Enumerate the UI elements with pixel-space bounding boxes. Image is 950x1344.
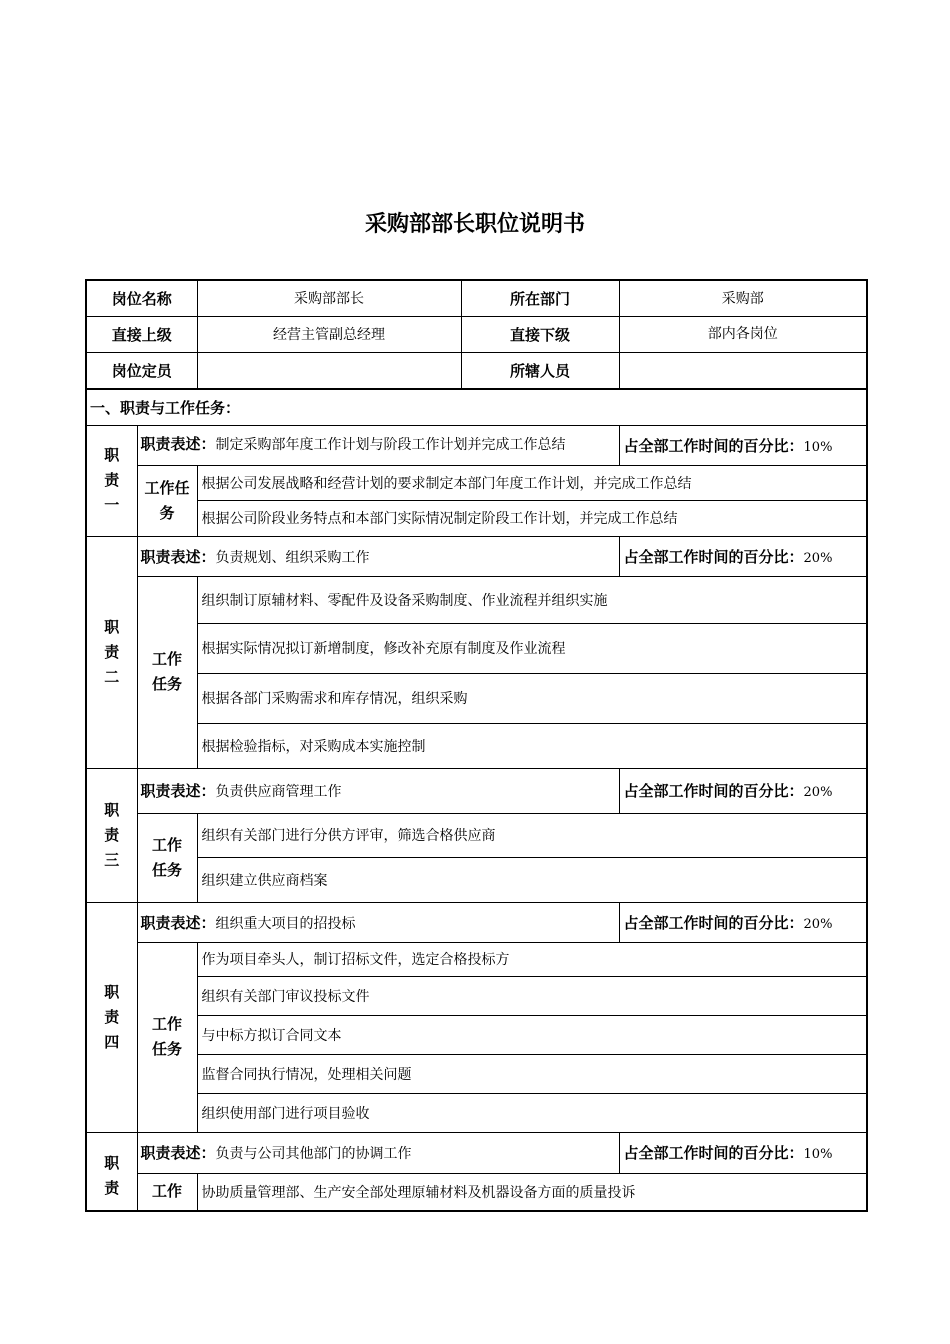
- duty-4-statement-row: [86, 902, 867, 942]
- duty-2-statement: 职责表述：负责规划、组织采购工作: [137, 536, 619, 576]
- duty-4-tasks-label: 工作 任务: [137, 942, 197, 1132]
- duty-2-task-1: 组织制订原辅材料、零配件及设备采购制度、作业流程并组织实施: [197, 576, 867, 623]
- duty-1-task-1: 根据公司发展战略和经营计划的要求制定本部门年度工作计划，并完成工作总结: [197, 465, 867, 500]
- headcount-value: [197, 352, 461, 389]
- superior-value: 经营主管副总经理: [197, 316, 461, 352]
- superior-label: 直接上级: [86, 316, 197, 352]
- duty-2-task-row: [86, 623, 867, 673]
- section-title-row: [86, 389, 867, 425]
- header-row-2: [86, 316, 867, 352]
- duty-2-percent: 占全部工作时间的百分比：20%: [619, 536, 867, 576]
- duty-2-task-row: [86, 576, 867, 623]
- job-description-table: [85, 279, 868, 1212]
- header-row-3: [86, 352, 867, 389]
- duty-4-task-row: [86, 1093, 867, 1132]
- duty-4-task-row: [86, 1054, 867, 1093]
- duty-3-percent: 占全部工作时间的百分比：20%: [619, 768, 867, 813]
- duty-2-task-3: 根据各部门采购需求和库存情况，组织采购: [197, 673, 867, 723]
- duty-2-name: 职 责 二: [86, 536, 137, 768]
- duty-1-task-2: 根据公司阶段业务特点和本部门实际情况制定阶段工作计划，并完成工作总结: [197, 500, 867, 536]
- duty-4-task-1: 作为项目牵头人，制订招标文件，选定合格投标方: [197, 942, 867, 976]
- duty-1-task-row: [86, 465, 867, 500]
- duty-4-task-3: 与中标方拟订合同文本: [197, 1015, 867, 1054]
- duty-5-statement: 职责表述：负责与公司其他部门的协调工作: [137, 1132, 619, 1173]
- duty-5-task-row: [86, 1173, 867, 1211]
- duty-2-task-4: 根据检验指标，对采购成本实施控制: [197, 723, 867, 768]
- duty-2-task-row: [86, 673, 867, 723]
- duty-2-task-2: 根据实际情况拟订新增制度，修改补充原有制度及作业流程: [197, 623, 867, 673]
- duty-3-tasks-label: 工作 任务: [137, 813, 197, 902]
- duty-5-statement-row: [86, 1132, 867, 1173]
- duty-1-tasks-label: 工作任 务: [137, 465, 197, 536]
- duty-4-name: 职 责 四: [86, 902, 137, 1132]
- duty-4-task-row: [86, 942, 867, 976]
- duty-5-name: 职 责: [86, 1132, 137, 1211]
- duty-3-statement-row: [86, 768, 867, 813]
- duty-1-percent: 占全部工作时间的百分比：10%: [619, 425, 867, 465]
- staff-value: [619, 352, 867, 389]
- subordinate-label: 直接下级: [461, 316, 619, 352]
- duty-5-tasks-label: 工作: [137, 1173, 197, 1211]
- duty-2-task-row: [86, 723, 867, 768]
- staff-label: 所辖人员: [461, 352, 619, 389]
- headcount-label: 岗位定员: [86, 352, 197, 389]
- duty-1-statement: 职责表述：制定采购部年度工作计划与阶段工作计划并完成工作总结: [137, 425, 619, 465]
- department-value: 采购部: [619, 280, 867, 316]
- page-title: 采购部部长职位说明书: [364, 212, 585, 237]
- duty-3-task-row: [86, 857, 867, 902]
- position-name-label: 岗位名称: [86, 280, 197, 316]
- duty-3-statement: 职责表述：负责供应商管理工作: [137, 768, 619, 813]
- duty-3-task-2: 组织建立供应商档案: [197, 857, 867, 902]
- duty-4-task-5: 组织使用部门进行项目验收: [197, 1093, 867, 1132]
- duty-5-percent: 占全部工作时间的百分比：10%: [619, 1132, 867, 1173]
- duty-4-statement: 职责表述：组织重大项目的招投标: [137, 902, 619, 942]
- duty-2-tasks-label: 工作 任务: [137, 576, 197, 768]
- department-label: 所在部门: [461, 280, 619, 316]
- duty-1-name: 职 责 一: [86, 425, 137, 536]
- duty-2-statement-row: [86, 536, 867, 576]
- section-title: 一、职责与工作任务：: [86, 389, 867, 425]
- duty-1-statement-row: [86, 425, 867, 465]
- duty-4-task-row: [86, 1015, 867, 1054]
- duty-4-task-4: 监督合同执行情况，处理相关问题: [197, 1054, 867, 1093]
- duty-4-task-row: [86, 976, 867, 1015]
- duty-3-name: 职 责 三: [86, 768, 137, 902]
- duty-3-task-row: [86, 813, 867, 857]
- position-name-value: 采购部部长: [197, 280, 461, 316]
- duty-4-percent: 占全部工作时间的百分比：20%: [619, 902, 867, 942]
- duty-4-task-2: 组织有关部门审议投标文件: [197, 976, 867, 1015]
- duty-5-task-1: 协助质量管理部、生产安全部处理原辅材料及机器设备方面的质量投诉: [197, 1173, 867, 1211]
- duty-3-task-1: 组织有关部门进行分供方评审，筛选合格供应商: [197, 813, 867, 857]
- subordinate-value: 部内各岗位: [619, 316, 867, 352]
- duty-1-task-row: [86, 500, 867, 536]
- header-row-1: [86, 280, 867, 316]
